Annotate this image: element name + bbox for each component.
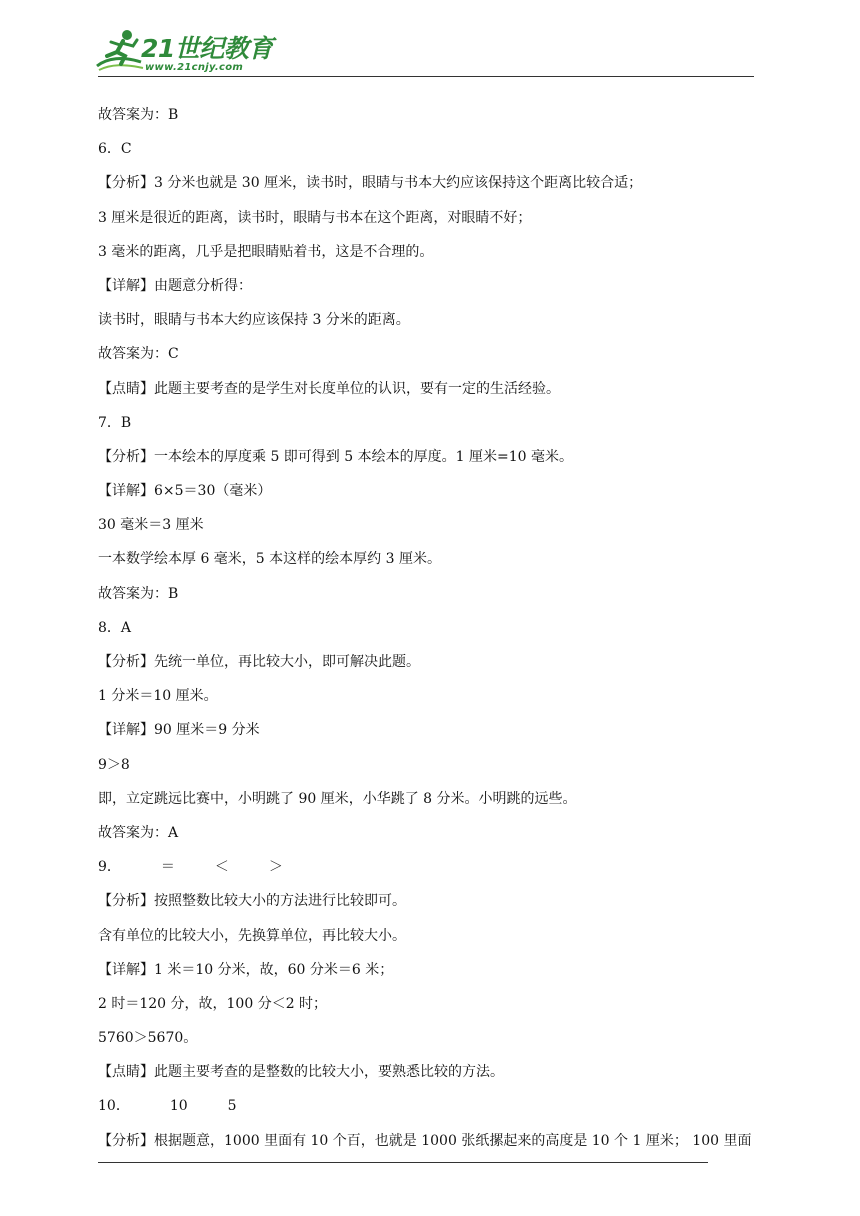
text-line: 【点睛】此题主要考查的是整数的比较大小，要熟悉比较的方法。 <box>98 1064 504 1081</box>
question-number: 8．A <box>98 619 132 636</box>
document-body <box>98 103 778 1163</box>
text-line: 1 分米＝10 厘米。 <box>98 688 218 705</box>
question-10-answers <box>98 1094 778 1128</box>
text-line: 读书时，眼睛与书本大约应该保持 3 分米的距离。 <box>98 312 410 329</box>
logo-text: 21世纪教育 <box>141 34 273 63</box>
text-line: 3 厘米是很近的距离，读书时，眼睛与书本在这个距离，对眼睛不好； <box>98 209 532 226</box>
runner-logo-icon <box>93 28 145 74</box>
answer-blank-3: ＞ <box>268 859 283 876</box>
answer-blank-2: 5 <box>227 1098 237 1115</box>
text-line: 【分析】一本绘本的厚度乘 5 即可得到 5 本绘本的厚度。1 厘米=10 毫米。 <box>98 448 573 465</box>
question-number: 7．B <box>98 414 132 431</box>
question-number: 9． <box>98 859 121 876</box>
page-header <box>0 0 860 80</box>
answer-blank-2: ＜ <box>214 859 229 876</box>
text-line: 【详解】6×5＝30（毫米） <box>98 483 272 500</box>
question-9-answers <box>98 855 778 889</box>
text-line: 2 时＝120 分，故，100 分＜2 时； <box>98 995 328 1012</box>
text-line: 含有单位的比较大小，先换算单位，再比较大小。 <box>98 927 406 944</box>
text-line: 【点睛】此题主要考查的是学生对长度单位的认识，要有一定的生活经验。 <box>98 380 560 397</box>
text-line: 【分析】按照整数比较大小的方法进行比较即可。 <box>98 893 406 910</box>
text-line: 【详解】1 米＝10 分米，故，60 分米＝6 米； <box>98 961 394 978</box>
text-line: 5760＞5670。 <box>98 1030 198 1047</box>
answer-blank-1: ＝ <box>160 859 175 876</box>
answer-blank-1: 10 <box>169 1098 188 1115</box>
logo-url: www.21cnjy.com <box>145 62 244 73</box>
text-line: 【分析】先统一单位，再比较大小，即可解决此题。 <box>98 654 420 670</box>
text-line: 一本数学绘本厚 6 毫米，5 本这样的绘本厚约 3 厘米。 <box>98 551 441 568</box>
text-line: 9＞8 <box>98 756 130 773</box>
text-line: 【详解】由题意分析得： <box>98 277 252 294</box>
text-line: 即，立定跳远比赛中，小明跳了 90 厘米，小华跳了 8 分米。小明跳的远些。 <box>98 790 577 807</box>
footer-divider <box>98 1162 708 1163</box>
question-number: 6．C <box>98 141 132 158</box>
text-line: 故答案为：B <box>98 107 179 123</box>
text-line: 【详解】90 厘米＝9 分米 <box>98 722 260 739</box>
text-line: 故答案为：A <box>98 824 179 841</box>
text-line: 【分析】根据题意，1000 里面有 10 个百，也就是 1000 张纸摞起来的高度是 10 个 1 厘米； 100 里面 <box>98 1132 752 1149</box>
text-line: 30 毫米＝3 厘米 <box>98 517 204 534</box>
text-line: 故答案为：C <box>98 346 179 363</box>
text-line: 故答案为：B <box>98 585 179 602</box>
header-divider <box>98 76 754 77</box>
text-line: 【分析】3 分米也就是 30 厘米，读书时，眼睛与书本大约应该保持这个距离比较合适； <box>98 175 643 192</box>
logo <box>93 28 273 78</box>
text-line: 3 毫米的距离，几乎是把眼睛贴着书，这是不合理的。 <box>98 243 434 260</box>
question-number: 10． <box>98 1098 130 1115</box>
